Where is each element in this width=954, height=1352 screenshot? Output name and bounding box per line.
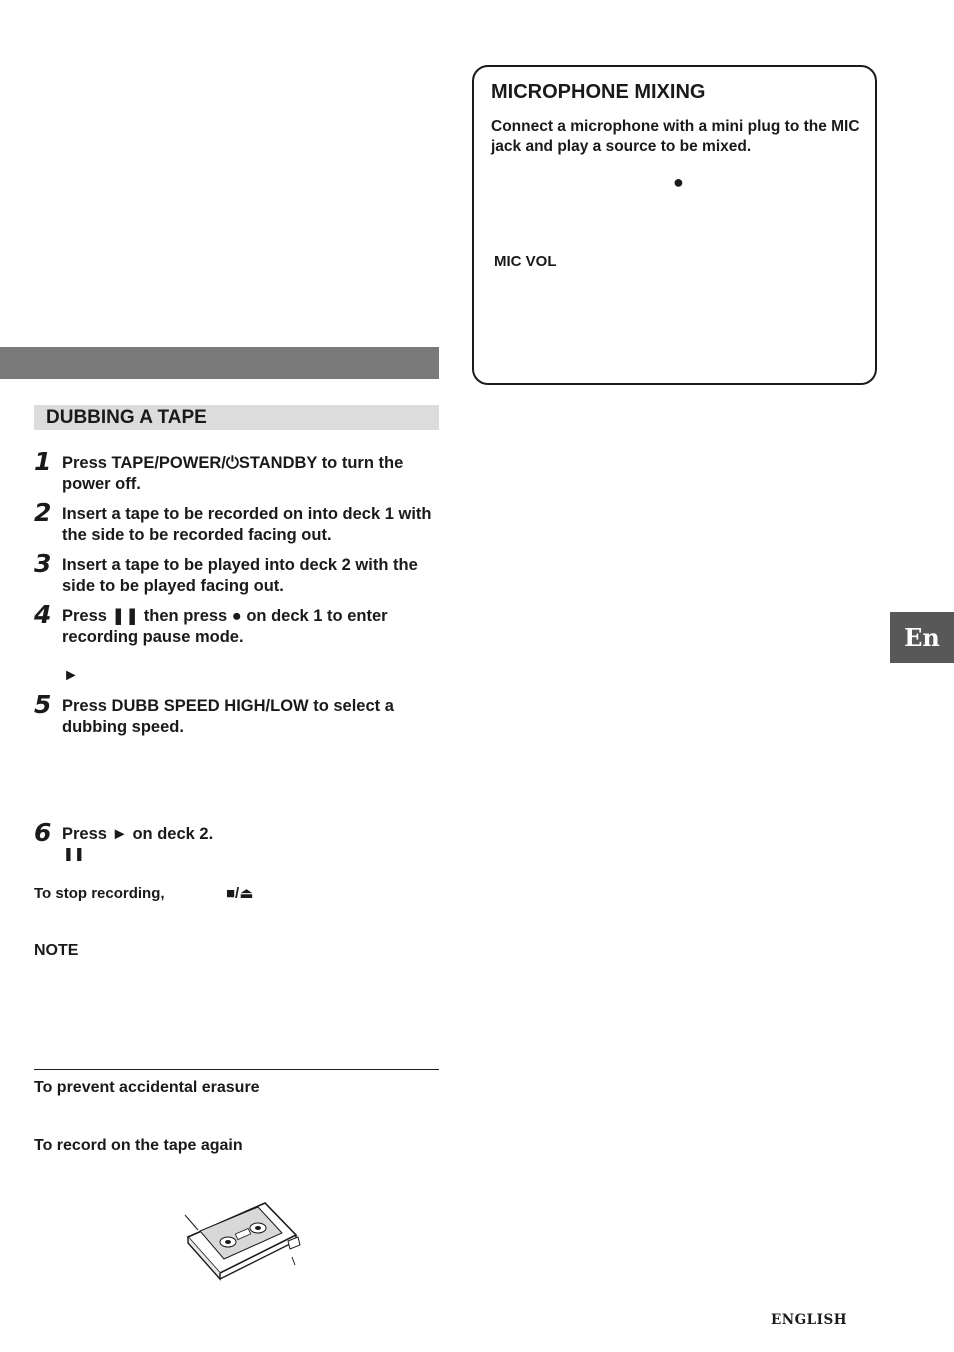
play-symbol: ► <box>63 667 79 684</box>
record-again-heading: To record on the tape again <box>34 1137 243 1154</box>
mic-mixing-instructions: Connect a microphone with a mini plug to the MIC jack and play a source to be mixed. <box>491 118 860 155</box>
microphone-mixing-panel <box>472 65 877 385</box>
step-text: Insert a tape to be played into deck 2 with the side to be played facing out. <box>62 556 418 595</box>
prevent-erasure-heading: To prevent accidental erasure <box>34 1079 260 1096</box>
step-number: 3 <box>34 549 52 578</box>
step-text: Press TAPE/POWER/⏻STANDBY to turn the power off. <box>62 454 404 493</box>
header-band <box>0 347 439 379</box>
cassette-tape-illustration <box>180 1195 310 1285</box>
note-heading: NOTE <box>34 942 79 959</box>
stop-recording-label: To stop recording, <box>34 885 165 902</box>
step-text: Press DUBB SPEED HIGH/LOW to select a dubbing speed. <box>62 697 394 736</box>
step-text: Insert a tape to be recorded on into deck 1 with the side to be recorded facing out. <box>62 505 432 544</box>
step-number: 4 <box>34 600 52 629</box>
section-title: DUBBING A TAPE <box>34 405 439 430</box>
pause-symbol: ❚❚ <box>63 846 85 861</box>
record-dot-icon: ● <box>673 172 684 192</box>
step-number: 5 <box>34 690 52 719</box>
language-tab: En <box>890 612 954 663</box>
divider <box>34 1069 439 1070</box>
step-text: Press ► on deck 2. <box>62 825 214 843</box>
stop-eject-symbol: ■/⏏ <box>226 885 254 902</box>
step-number: 2 <box>34 498 52 527</box>
mic-mixing-title: MICROPHONE MIXING <box>491 81 706 103</box>
step-number: 6 <box>34 818 52 847</box>
footer-language: ENGLISH <box>771 1312 847 1328</box>
step-text: Press ❚❚ then press ● on deck 1 to enter recording pause mode. <box>62 607 388 646</box>
step-number: 1 <box>34 447 52 476</box>
mic-vol-label: MIC VOL <box>494 253 557 270</box>
